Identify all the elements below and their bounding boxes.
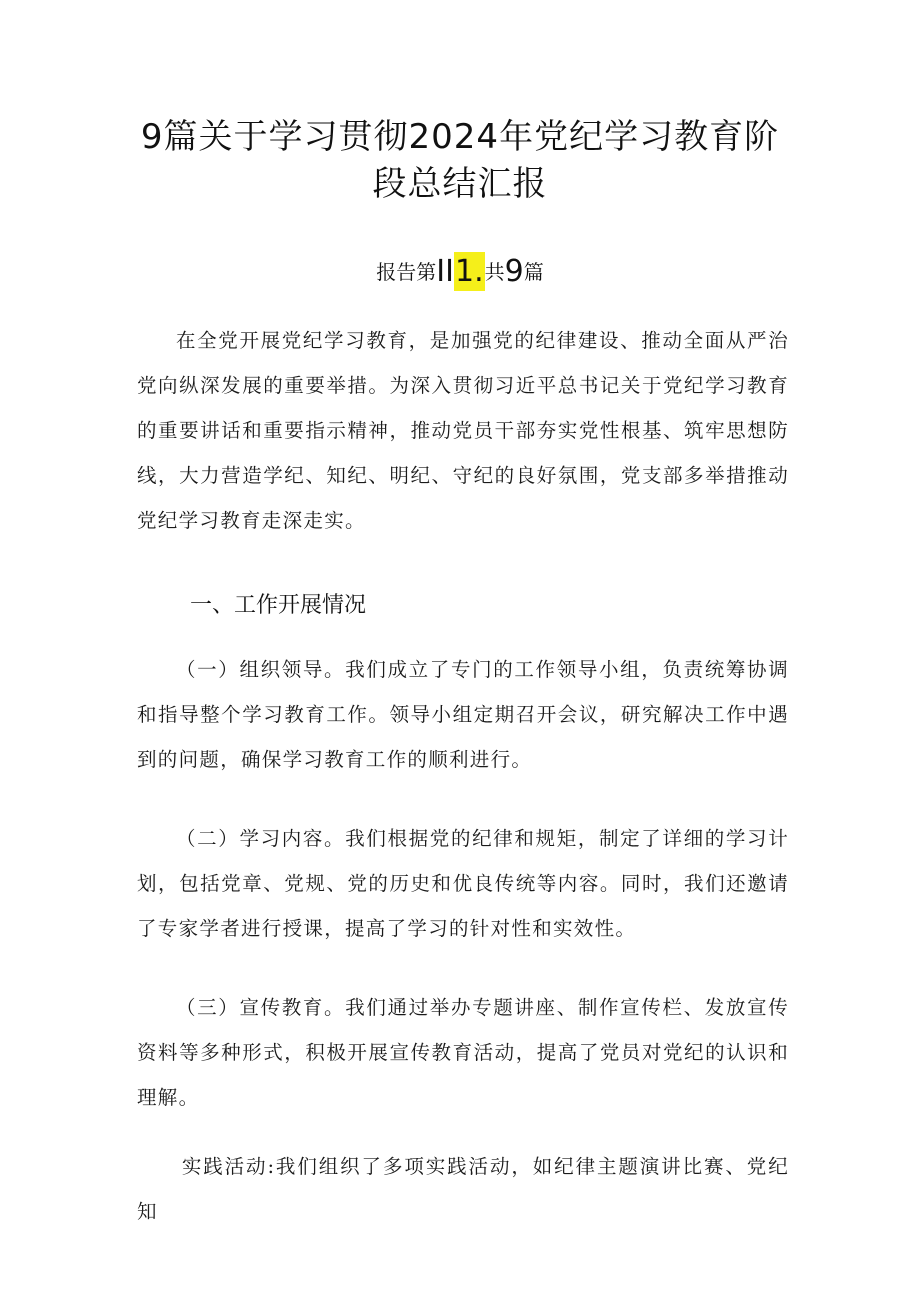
report-counter-total: 9 <box>504 254 524 289</box>
paragraph-study-content: （二）学习内容。我们根据党的纪律和规矩，制定了详细的学习计划，包括党章、党规、党的历史和优良传统等内容。同时，我们还邀请了专家学者进行授课，提高了学习的针对性和实效性。 <box>137 827 789 940</box>
paragraph-organization-leadership: （一）组织领导。我们成立了专门的工作领导小组，负责统筹协调和指导整个学习教育工作。领导小组定期召开会议，研究解决工作中遇到的问题，确保学习教育工作的顺利进行。 <box>137 658 789 771</box>
document-title-line-1: 9篇关于学习贯彻2024年党纪学习教育阶 <box>140 117 780 157</box>
intro-paragraph: 在全党开展党纪学习教育，是加强党的纪律建设、推动全面从严治党向纵深发展的重要举措。为深入贯彻习近平总书记关于党纪学习教育的重要讲话和重要指示精神，推动党员干部夯实党性根基、筑牢思想防线，大力营造学纪、知纪、明纪、守纪的良好氛围，党支部多举措推动党纪学习教育走深走实。 <box>137 329 789 532</box>
report-counter-prefix: 报告第 <box>376 260 437 284</box>
section-heading-work-progress: 一、工作开展情况 <box>190 593 367 618</box>
document-title-line-2: 段总结汇报 <box>372 164 548 204</box>
report-counter-suffix: 篇 <box>523 260 544 284</box>
paragraph-publicity-education: （三）宣传教育。我们通过举办专题讲座、制作宣传栏、发放宣传资料等多种形式，积极开展宣传教育活动，提高了党员对党纪的认识和理解。 <box>137 996 789 1109</box>
report-counter-middle: 共 <box>484 260 505 284</box>
highlighted-report-number: 1. <box>454 254 484 289</box>
report-counter <box>0 254 920 290</box>
paragraph-practice-activities: 实践活动:我们组织了多项实践活动，如纪律主题演讲比赛、党纪知 <box>137 1155 789 1223</box>
report-counter-roman: II <box>436 254 454 289</box>
